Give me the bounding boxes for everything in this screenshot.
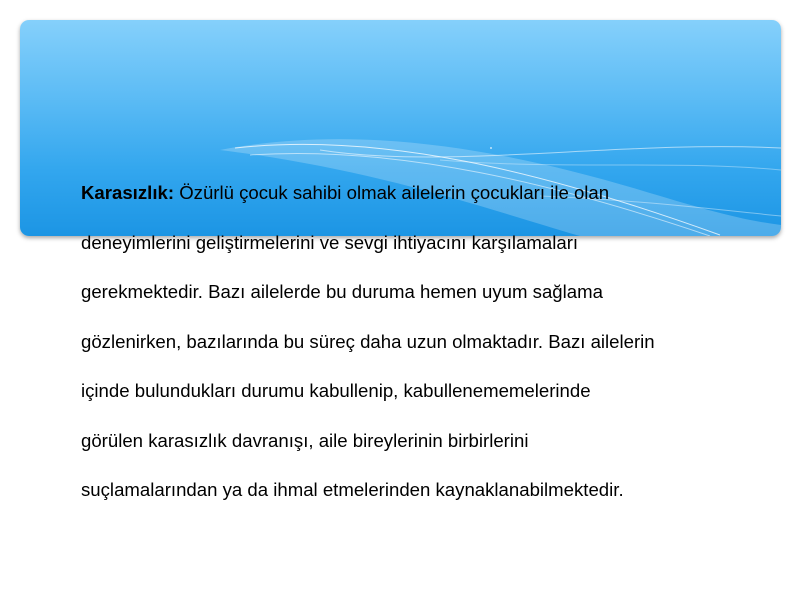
body-line: görülen karasızlık davranışı, aile bireylerinin birbirlerini bbox=[81, 429, 529, 451]
body-line: deneyimlerini geliştirmelerini ve sevgi ihtiyacını karşılamaları bbox=[81, 231, 579, 253]
body-paragraph bbox=[81, 168, 781, 515]
body-line: gerekmektedir. Bazı ailelerde bu duruma hemen uyum sağlama bbox=[81, 281, 603, 302]
body-line: gözlenirken, bazılarında bu süreç daha uzun olmaktadır. Bazı ailelerin bbox=[81, 330, 655, 352]
body-line: suçlamalarından ya da ihmal etmelerinden kaynaklanabilmektedir. bbox=[81, 479, 624, 500]
body-line: Özürlü çocuk sahibi olmak ailelerin çocukları ile olan bbox=[179, 182, 610, 203]
lead-term: Karasızlık: bbox=[81, 182, 175, 203]
body-line: içinde bulundukları durumu kabullenip, kabullenememelerinde bbox=[81, 380, 591, 401]
